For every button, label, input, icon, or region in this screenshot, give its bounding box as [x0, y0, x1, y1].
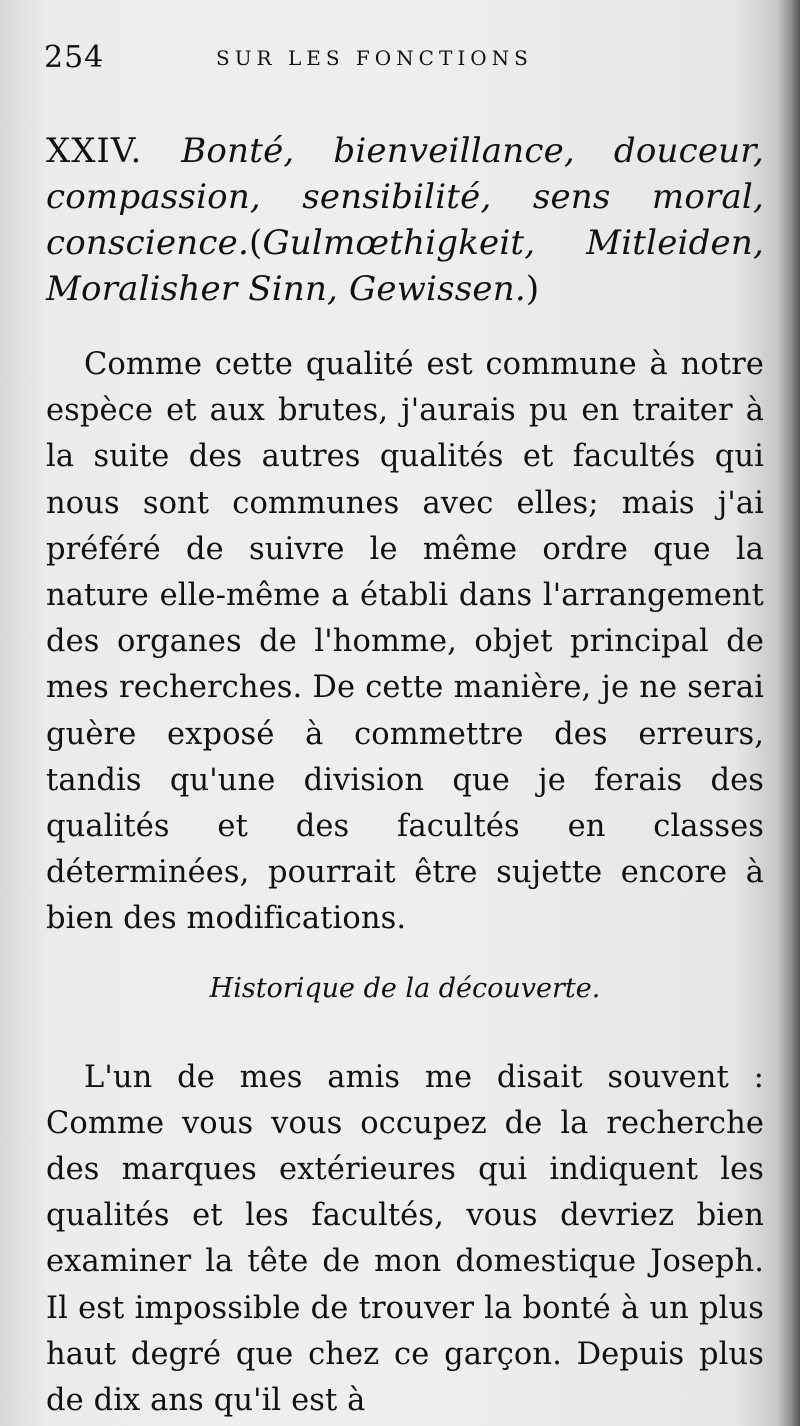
german-close-paren: ): [525, 269, 540, 309]
page-body: [46, 128, 764, 1424]
paragraph-1: Comme cette qualité est commune à notre espèce et aux brutes, j'aurais pu en traiter à la suite des autres qualités et facultés qui nous sont communes avec elles; mais j'ai préféré de suivre le même ordre que la nature elle-même a établi dans l'arrangement des organes de l'homme, objet principal de mes recherches. De cette manière, je ne serai guère exposé à commettre des erreurs, tandis qu'une division que je ferais des qualités et des facultés en classes déterminées, pourrait être sujette encore à bien des modifications.: [46, 347, 764, 937]
german-open-paren: (: [248, 223, 263, 263]
section-title: Bonté, bienveillance, douceur, compassion, sensibilité, sens moral, conscience.: [46, 131, 765, 263]
section-number: XXIV.: [46, 131, 143, 171]
paragraph-2: L'un de mes amis me disait souvent : Comme vous vous occupez de la recherche des marques extérieures qui indiquent les qualités et les facultés, vous devriez bien examiner la tête de mon domestique Joseph. Il est impossible de trouver la bonté à un plus haut degré que chez ce garçon. Depuis plus de dix ans qu'il est à: [46, 1059, 764, 1419]
page-number: 254: [44, 40, 105, 75]
subheading: Historique de la découverte.: [209, 972, 601, 1004]
page-edge-shadow: [778, 0, 800, 1426]
running-title: SUR LES FONCTIONS: [216, 46, 533, 70]
section-heading: [46, 128, 764, 312]
running-head: [44, 40, 764, 80]
german-terms: Gulmœthigkeit, Mitleiden, Moralisher Sinn, Gewissen.: [46, 223, 764, 309]
